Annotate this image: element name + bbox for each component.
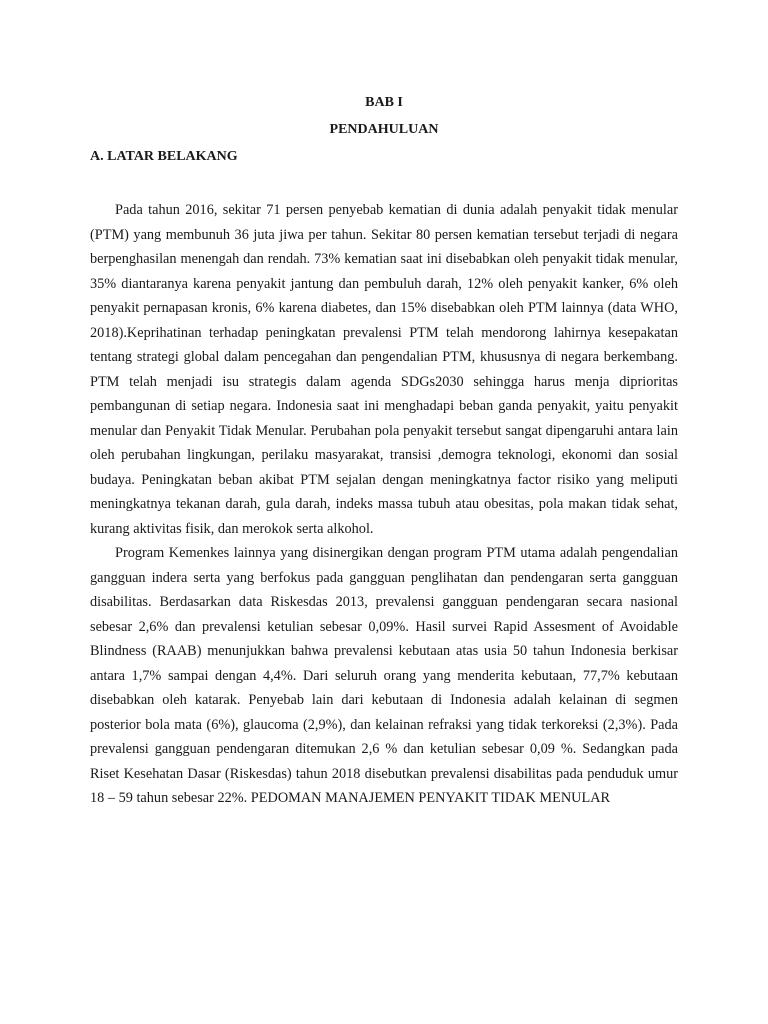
chapter-title: PENDAHULUAN: [329, 122, 439, 137]
section-heading: A. LATAR BELAKANG: [90, 149, 238, 164]
document-body: [90, 198, 678, 811]
paragraph-2: Program Kemenkes lainnya yang disinergikan dengan program PTM utama adalah pengendalian gangguan indera serta yang berfokus pada gangguan penglihatan dan pendengaran serta gangguan disabilitas. Berdasarkan data Riskesdas 2013, prevalensi gangguan pendengaran secara nasional sebesar 2,6% dan prevalensi ketulian sebesar 0,09%. Hasil survei Rapid Assesment of Avoidable Blindness (RAAB) menunjukkan bahwa prevalensi kebutaan atas usia 50 tahun Indonesia berkisar antara 1,7% sampai dengan 4,4%. Dari seluruh orang yang menderita kebutaan, 77,7% kebutaan disebabkan oleh katarak. Penyebab lain dari kebutaan di Indonesia adalah kelainan di segmen posterior bola mata (6%), glaucoma (2,9%), dan kelainan refraksi yang tidak terkoreksi (2,3%). Pada prevalensi gangguan pendengaran ditemukan 2,6 % dan ketulian sebesar 0,09 %. Sedangkan pada Riset Kesehatan Dasar (Riskesdas) tahun 2018 disebutkan prevalensi disabilitas pada penduduk umur 18 – 59 tahun sebesar 22%. PEDOMAN MANAJEMEN PENYAKIT TIDAK MENULAR: [90, 545, 678, 806]
chapter-number: BAB I: [365, 95, 403, 110]
paragraph-1: Pada tahun 2016, sekitar 71 persen penyebab kematian di dunia adalah penyakit tidak menular (PTM) yang membunuh 36 juta jiwa per tahun. Sekitar 80 persen kematian tersebut terjadi di negara berpenghasilan menengah dan rendah. 73% kematian saat ini disebabkan oleh penyakit tidak menular, 35% diantaranya karena penyakit jantung dan pembuluh darah, 12% oleh penyakit kanker, 6% oleh penyakit pernapasan kronis, 6% karena diabetes, dan 15% disebabkan oleh PTM lainnya (data WHO, 2018).Keprihatinan terhadap peningkatan prevalensi PTM telah mendorong lahirnya kesepakatan tentang strategi global dalam pencegahan dan pengendalian PTM, khususnya di negara berkembang. PTM telah menjadi isu strategis dalam agenda SDGs2030 sehingga harus menja diprioritas pembangunan di setiap negara. Indonesia saat ini menghadapi beban ganda penyakit, yaitu penyakit menular dan Penyakit Tidak Menular. Perubahan pola penyakit tersebut sangat dipengaruhi antara lain oleh perubahan lingkungan, perilaku masyarakat, transisi ,demogra teknologi, ekonomi dan sosial budaya. Peningkatan beban akibat PTM sejalan dengan meningkatnya factor risiko yang meliputi meningkatnya tekanan darah, gula darah, indeks massa tubuh atau obesitas, pola makan tidak sehat, kurang aktivitas fisik, dan merokok serta alkohol.: [90, 202, 678, 537]
